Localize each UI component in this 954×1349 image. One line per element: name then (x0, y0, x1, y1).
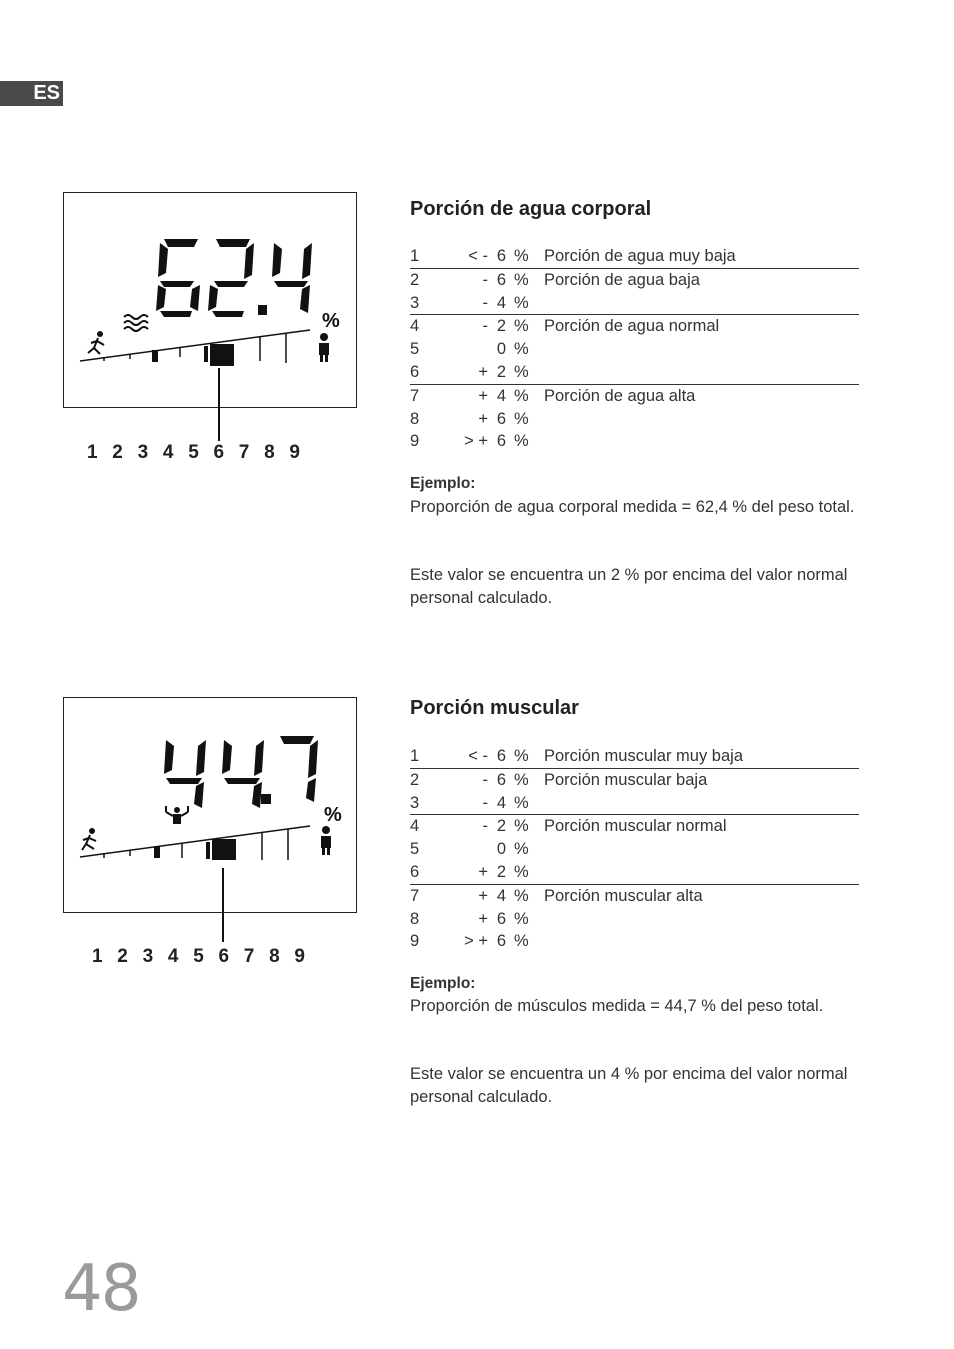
range-sign: < - (468, 247, 488, 265)
range-unit: % (514, 293, 529, 312)
range-row (410, 315, 859, 338)
range-label (544, 908, 859, 931)
range-label: Porción de agua normal (544, 315, 859, 338)
range-unit: % (506, 384, 544, 407)
range-row (410, 268, 859, 291)
person-icon (319, 333, 329, 362)
range-sign: - (446, 315, 494, 338)
range-label: Porción de agua muy baja (544, 247, 736, 265)
range-unit: % (514, 932, 529, 951)
range-value: 4 (494, 384, 506, 407)
range-sign: + (446, 884, 494, 907)
range-row (410, 930, 859, 953)
range-row (410, 884, 859, 907)
level-pointer (218, 368, 220, 441)
range-index: 3 (410, 793, 420, 812)
range-sign: - (482, 793, 488, 812)
lcd-display-muscle (63, 697, 357, 913)
range-label (544, 430, 859, 453)
range-value: 2 (496, 362, 506, 381)
range-label (544, 338, 859, 361)
range-value: 4 (494, 884, 506, 907)
lcd-digits (156, 239, 312, 317)
range-row (410, 384, 859, 407)
range-index: 4 (410, 315, 446, 338)
range-index: 8 (410, 909, 420, 928)
percent-symbol: % (322, 310, 340, 332)
range-index: 6 (410, 362, 420, 381)
range-label (544, 292, 859, 315)
range-row (410, 408, 859, 431)
range-value: 2 (496, 862, 506, 881)
range-unit: % (514, 432, 529, 451)
range-row (410, 292, 859, 315)
range-value: 6 (496, 932, 506, 951)
scale-numbers: 1 2 3 4 5 6 7 8 9 (87, 442, 300, 463)
range-label: Porción de agua alta (544, 384, 859, 407)
range-value: 6 (496, 909, 506, 928)
range-value: 4 (496, 293, 506, 312)
ranges-table-muscle (410, 745, 859, 953)
range-unit: % (506, 884, 544, 907)
range-sign: - (446, 768, 494, 791)
range-row (410, 792, 859, 815)
range-unit: % (514, 247, 529, 265)
range-row (410, 361, 859, 384)
range-value: 6 (496, 247, 506, 265)
range-index: 2 (410, 768, 446, 791)
example-text: Proporción de músculos medida = 44,7 % del peso total. (410, 997, 824, 1015)
range-index: 1 (410, 747, 420, 765)
range-label (544, 408, 859, 431)
range-unit: % (514, 409, 529, 428)
range-index: 8 (410, 409, 420, 428)
muscle-icon (166, 806, 188, 824)
range-index: 9 (410, 432, 420, 451)
range-sign: + (478, 362, 488, 381)
range-index: 5 (410, 340, 420, 359)
conclusion-text: Este valor se encuentra un 4 % por encima del valor normal personal calculado. (410, 1065, 848, 1106)
range-value: 6 (496, 747, 506, 765)
scale-baseline (80, 826, 310, 857)
range-index: 6 (410, 862, 420, 881)
range-sign (446, 338, 494, 361)
range-unit: % (514, 862, 529, 881)
range-label: Porción de agua baja (544, 268, 859, 291)
range-unit: % (506, 815, 544, 838)
range-sign: - (446, 268, 494, 291)
range-label (544, 930, 859, 953)
section-title: Porción muscular (410, 697, 579, 719)
water-wave-icon (124, 315, 148, 331)
page-number: 48 (62, 1252, 140, 1326)
range-index: 2 (410, 268, 446, 291)
range-sign: + (478, 862, 488, 881)
range-label: Porción muscular normal (544, 815, 859, 838)
example-text: Proporción de agua corporal medida = 62,4 % del peso total. (410, 498, 855, 516)
conclusion-text: Este valor se encuentra un 2 % por encima del valor normal personal calculado. (410, 566, 848, 607)
range-row (410, 815, 859, 838)
example-heading: Ejemplo: (410, 975, 476, 992)
range-label (544, 361, 859, 384)
range-unit: % (514, 840, 529, 859)
range-sign: - (446, 815, 494, 838)
range-row (410, 430, 859, 453)
scale-baseline (80, 330, 310, 361)
range-row (410, 861, 859, 884)
range-label (544, 838, 859, 861)
lcd-digits (164, 736, 318, 808)
range-row (410, 908, 859, 931)
person-icon (321, 826, 331, 855)
range-row (410, 338, 859, 361)
lcd-display-water (63, 192, 357, 408)
running-man-icon (88, 331, 104, 354)
range-unit: % (514, 909, 529, 928)
scale-ticks (104, 829, 288, 860)
range-unit: % (514, 362, 529, 381)
range-value: 4 (496, 793, 506, 812)
example-heading: Ejemplo: (410, 475, 476, 492)
lcd-graphic-water (64, 193, 358, 409)
range-value: 6 (494, 768, 506, 791)
range-sign: > + (464, 932, 488, 951)
range-sign: + (478, 409, 488, 428)
percent-symbol: % (324, 804, 342, 826)
range-unit: % (514, 747, 529, 765)
range-unit: % (506, 768, 544, 791)
range-sign (446, 838, 494, 861)
scale-numbers: 1 2 3 4 5 6 7 8 9 (92, 946, 305, 967)
range-sign: + (478, 909, 488, 928)
range-value: 0 (496, 340, 506, 359)
range-label: Porción muscular baja (544, 768, 859, 791)
range-label (544, 861, 859, 884)
range-index: 4 (410, 815, 446, 838)
language-tab: ES (0, 81, 63, 106)
range-index: 3 (410, 293, 420, 312)
lcd-graphic-muscle (64, 698, 358, 914)
range-row (410, 838, 859, 861)
range-label: Porción muscular alta (544, 884, 859, 907)
range-index: 1 (410, 247, 420, 265)
range-label: Porción muscular muy baja (544, 747, 743, 765)
scale-segments (152, 344, 234, 366)
range-value: 6 (496, 432, 506, 451)
range-unit: % (506, 315, 544, 338)
range-index: 9 (410, 932, 420, 951)
range-unit: % (514, 793, 529, 812)
range-value: 2 (494, 815, 506, 838)
range-sign: + (446, 384, 494, 407)
range-value: 0 (496, 840, 506, 859)
range-value: 6 (496, 409, 506, 428)
running-man-icon (82, 828, 96, 850)
range-label (544, 792, 859, 815)
range-row (410, 768, 859, 791)
ranges-table-water (410, 245, 859, 453)
range-sign: < - (468, 747, 488, 765)
range-sign: - (482, 293, 488, 312)
range-row (410, 245, 859, 268)
range-sign: > + (464, 432, 488, 451)
range-index: 7 (410, 384, 446, 407)
range-unit: % (514, 340, 529, 359)
range-value: 6 (494, 268, 506, 291)
range-index: 5 (410, 840, 420, 859)
range-unit: % (506, 268, 544, 291)
range-index: 7 (410, 884, 446, 907)
section-title: Porción de agua corporal (410, 198, 652, 220)
range-row (410, 745, 859, 768)
range-value: 2 (494, 315, 506, 338)
level-pointer (222, 868, 224, 942)
